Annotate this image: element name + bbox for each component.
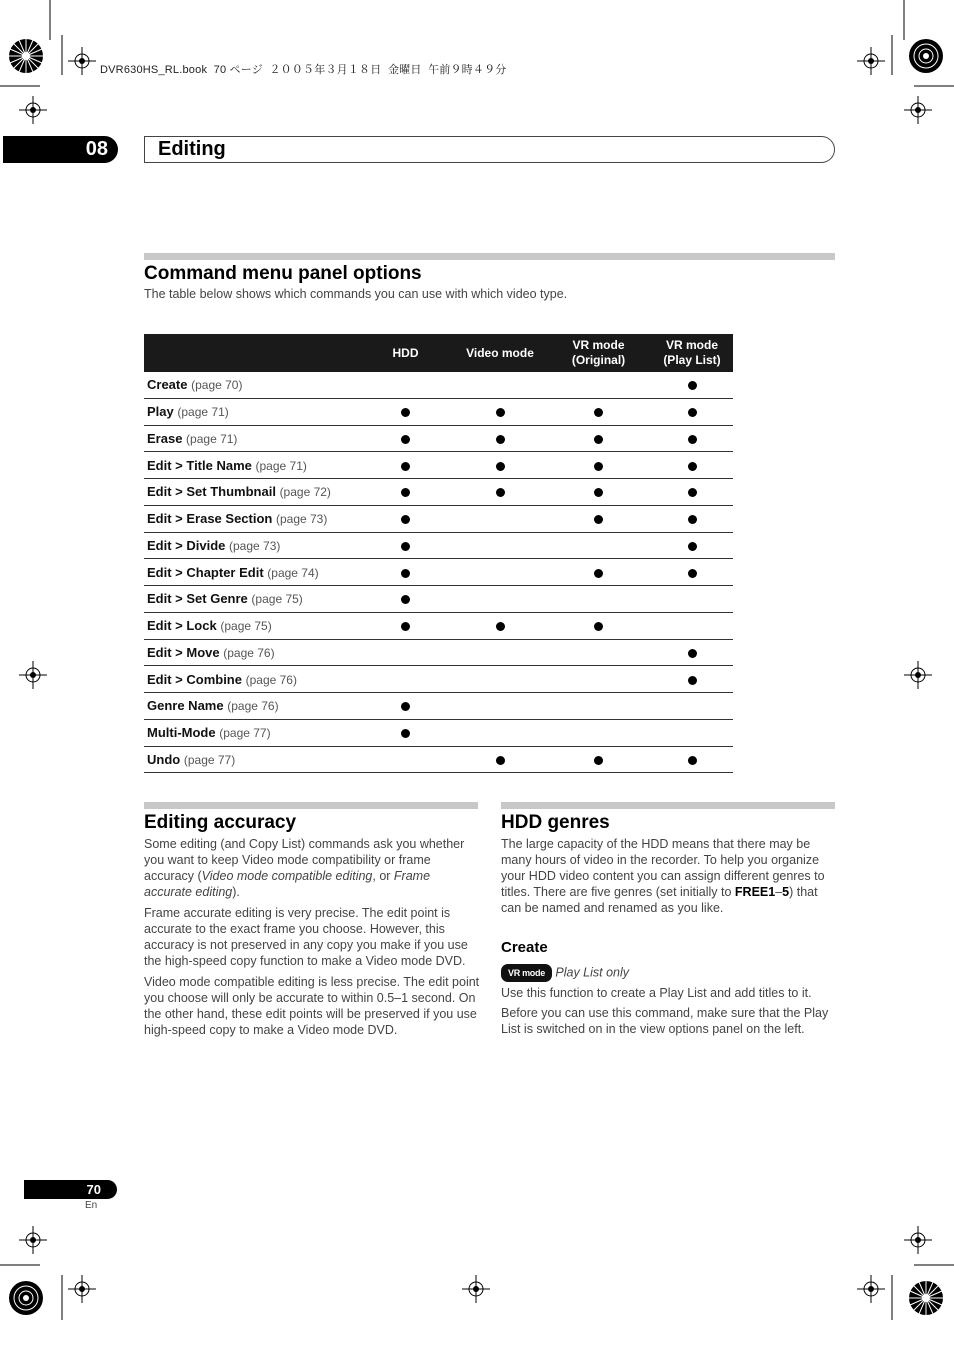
hdd-genres-paragraph-1: The large capacity of the HDD means that there may be many hours of video in the recorder. To help you organize your HDD video content you can assign different genres to titles. There are five genres (set initially to FREE1–5) that can be named and renamed as you like. (501, 837, 825, 915)
command-name: Edit > Divide (147, 537, 226, 553)
available-dot-icon (496, 756, 505, 765)
availability-cell (651, 612, 733, 639)
available-dot-icon (594, 569, 603, 578)
command-name: Edit > Title Name (147, 457, 252, 473)
availability-cell (651, 532, 733, 559)
command-name-cell (144, 532, 357, 559)
command-page-ref: (page 73) (275, 512, 328, 527)
available-dot-icon (496, 462, 505, 471)
availability-cell (357, 505, 454, 532)
availability-cell (454, 532, 546, 559)
availability-cell (357, 746, 454, 773)
command-page-ref: (page 77) (183, 752, 236, 767)
editing-accuracy-paragraph-3: Video mode compatible editing is less precise. The edit point you choose will only be accurate to within 0.5–1 second. On the other hand, these edit points will be preserved if you use high-speed copy to make a Video mode DVD. (144, 975, 480, 1037)
command-name-cell (144, 693, 357, 720)
play-list-only-note: Play List only (555, 965, 630, 980)
availability-cell (454, 639, 546, 666)
available-dot-icon (688, 542, 697, 551)
chapter-title: Editing (158, 138, 226, 160)
table-row (144, 372, 733, 398)
command-name: Genre Name (147, 698, 224, 714)
availability-cell (651, 559, 733, 586)
available-dot-icon (401, 569, 410, 578)
section-rule (501, 802, 835, 809)
create-subheading: Create (501, 939, 548, 956)
file-header-line: DVR630HS_RL.book 70 ページ ２００５年３月１８日 金曜日 午前９時４９分 (100, 64, 507, 76)
available-dot-icon (688, 408, 697, 417)
command-name: Multi-Mode (147, 725, 216, 741)
availability-cell (454, 586, 546, 613)
availability-cell (357, 532, 454, 559)
command-name-cell (144, 666, 357, 693)
table-row (144, 639, 733, 666)
availability-cell (651, 719, 733, 746)
availability-cell (454, 746, 546, 773)
availability-cell (454, 612, 546, 639)
availability-cell (454, 452, 546, 479)
availability-cell (357, 612, 454, 639)
language-label: En (85, 1200, 98, 1211)
availability-cell (357, 372, 454, 398)
command-name: Undo (147, 751, 181, 767)
command-name: Play (147, 404, 174, 420)
command-name: Create (147, 377, 188, 393)
availability-cell (454, 479, 546, 506)
availability-cell (651, 693, 733, 720)
available-dot-icon (401, 542, 410, 551)
table-row (144, 612, 733, 639)
command-name-cell (144, 505, 357, 532)
available-dot-icon (688, 515, 697, 524)
available-dot-icon (401, 462, 410, 471)
command-name-cell (144, 612, 357, 639)
availability-cell (546, 532, 651, 559)
command-name-cell (144, 372, 357, 398)
available-dot-icon (688, 381, 697, 390)
chapter-header-box (144, 136, 835, 163)
availability-cell (651, 398, 733, 425)
availability-cell (546, 479, 651, 506)
availability-cell (454, 666, 546, 693)
command-name-cell (144, 479, 357, 506)
available-dot-icon (401, 729, 410, 738)
table-row (144, 532, 733, 559)
table-row (144, 746, 733, 773)
availability-cell (454, 719, 546, 746)
available-dot-icon (401, 435, 410, 444)
availability-cell (651, 479, 733, 506)
table-row (144, 505, 733, 532)
availability-cell (357, 666, 454, 693)
available-dot-icon (401, 488, 410, 497)
available-dot-icon (594, 408, 603, 417)
table-row (144, 666, 733, 693)
availability-cell (651, 505, 733, 532)
command-name: Edit > Chapter Edit (147, 564, 264, 580)
availability-cell (546, 586, 651, 613)
command-name: Edit > Set Thumbnail (147, 484, 276, 500)
command-name-cell (144, 425, 357, 452)
availability-cell (546, 398, 651, 425)
command-menu-intro: The table below shows which commands you can use with which video type. (144, 287, 568, 301)
command-name: Erase (147, 430, 183, 446)
availability-cell (454, 425, 546, 452)
available-dot-icon (594, 756, 603, 765)
command-page-ref: (page 72) (279, 485, 331, 500)
command-page-ref: (page 75) (251, 592, 303, 607)
editing-accuracy-heading: Editing accuracy (144, 812, 297, 833)
column-header-command (144, 334, 357, 372)
available-dot-icon (594, 622, 603, 631)
availability-cell (357, 693, 454, 720)
availability-cell (357, 425, 454, 452)
command-name: Edit > Set Genre (147, 591, 248, 607)
section-rule (144, 253, 835, 260)
command-page-ref: (page 71) (255, 458, 307, 473)
available-dot-icon (401, 595, 410, 604)
command-page-ref: (page 76) (245, 672, 297, 687)
create-paragraph-1: Use this function to create a Play List and add titles to it. (501, 986, 812, 1000)
column-header-video-mode: Video mode (454, 334, 546, 372)
command-page-ref: (page 75) (220, 619, 272, 634)
command-name: Edit > Move (147, 644, 220, 660)
availability-cell (651, 372, 733, 398)
available-dot-icon (688, 649, 697, 658)
availability-cell (546, 666, 651, 693)
available-dot-icon (401, 702, 410, 711)
command-name-cell (144, 559, 357, 586)
availability-cell (651, 746, 733, 773)
hdd-genres-heading: HDD genres (501, 812, 610, 833)
availability-cell (454, 505, 546, 532)
command-page-ref: (page 77) (219, 726, 271, 741)
available-dot-icon (496, 435, 505, 444)
command-name-cell (144, 398, 357, 425)
availability-cell (454, 372, 546, 398)
availability-cell (546, 559, 651, 586)
editing-accuracy-paragraph-2: Frame accurate editing is very precise. The edit point is accurate to the exact frame you choose. However, this accuracy is not preserved in any copy you make if you use the high-speed copy function to make a Video mode DVD. (144, 906, 468, 968)
availability-cell (357, 719, 454, 746)
available-dot-icon (688, 756, 697, 765)
command-menu-heading: Command menu panel options (144, 263, 422, 284)
availability-cell (357, 479, 454, 506)
command-page-ref: (page 74) (267, 565, 319, 580)
availability-cell (357, 639, 454, 666)
availability-cell (454, 398, 546, 425)
command-page-ref: (page 76) (227, 699, 279, 714)
command-page-ref: (page 76) (223, 645, 275, 660)
available-dot-icon (401, 515, 410, 524)
command-name-cell (144, 452, 357, 479)
available-dot-icon (688, 488, 697, 497)
availability-cell (546, 719, 651, 746)
availability-cell (546, 505, 651, 532)
command-page-ref: (page 70) (191, 378, 243, 393)
availability-cell (546, 372, 651, 398)
command-name-cell (144, 639, 357, 666)
create-paragraph-2: Before you can use this command, make sure that the Play List is switched on in the view options panel on the left. (501, 1006, 829, 1036)
create-mode-note (501, 964, 837, 982)
availability-cell (357, 586, 454, 613)
availability-cell (651, 452, 733, 479)
available-dot-icon (688, 462, 697, 471)
availability-cell (357, 559, 454, 586)
availability-cell (357, 398, 454, 425)
command-name-cell (144, 586, 357, 613)
availability-cell (651, 666, 733, 693)
command-page-ref: (page 71) (177, 405, 229, 420)
available-dot-icon (688, 569, 697, 578)
availability-cell (651, 586, 733, 613)
command-name-cell (144, 746, 357, 773)
available-dot-icon (401, 622, 410, 631)
available-dot-icon (594, 488, 603, 497)
editing-accuracy-paragraph-1: Some editing (and Copy List) commands ask you whether you want to keep Video mode compatibility or frame accuracy (Video mode compatible editing, or Frame accurate editing). (144, 837, 465, 899)
availability-cell (546, 452, 651, 479)
available-dot-icon (688, 676, 697, 685)
table-row (144, 398, 733, 425)
availability-cell (546, 612, 651, 639)
availability-cell (546, 639, 651, 666)
command-table (144, 334, 733, 773)
table-row (144, 559, 733, 586)
available-dot-icon (401, 408, 410, 417)
availability-cell (651, 639, 733, 666)
command-name-cell (144, 719, 357, 746)
section-rule (144, 802, 478, 809)
command-page-ref: (page 73) (229, 538, 281, 553)
vr-mode-badge: VR mode (501, 964, 552, 982)
available-dot-icon (496, 622, 505, 631)
available-dot-icon (594, 462, 603, 471)
availability-cell (357, 452, 454, 479)
command-page-ref: (page 71) (186, 431, 238, 446)
page-number: 70 (24, 1180, 117, 1199)
available-dot-icon (594, 515, 603, 524)
table-row (144, 693, 733, 720)
availability-cell (454, 693, 546, 720)
column-header-hdd: HDD (357, 334, 454, 372)
command-table-header (144, 334, 733, 372)
available-dot-icon (496, 488, 505, 497)
available-dot-icon (496, 408, 505, 417)
command-name: Edit > Erase Section (147, 511, 273, 527)
availability-cell (546, 693, 651, 720)
availability-cell (546, 746, 651, 773)
table-row (144, 479, 733, 506)
table-row (144, 425, 733, 452)
column-header-vr-original: VR mode (Original) (546, 334, 651, 372)
command-name: Edit > Combine (147, 671, 242, 687)
available-dot-icon (594, 435, 603, 444)
available-dot-icon (688, 435, 697, 444)
availability-cell (454, 559, 546, 586)
table-row (144, 719, 733, 746)
table-row (144, 452, 733, 479)
command-name: Edit > Lock (147, 618, 217, 634)
table-row (144, 586, 733, 613)
chapter-number-tab: 08 (3, 136, 118, 163)
column-header-vr-playlist: VR mode (Play List) (651, 334, 733, 372)
availability-cell (651, 425, 733, 452)
availability-cell (546, 425, 651, 452)
